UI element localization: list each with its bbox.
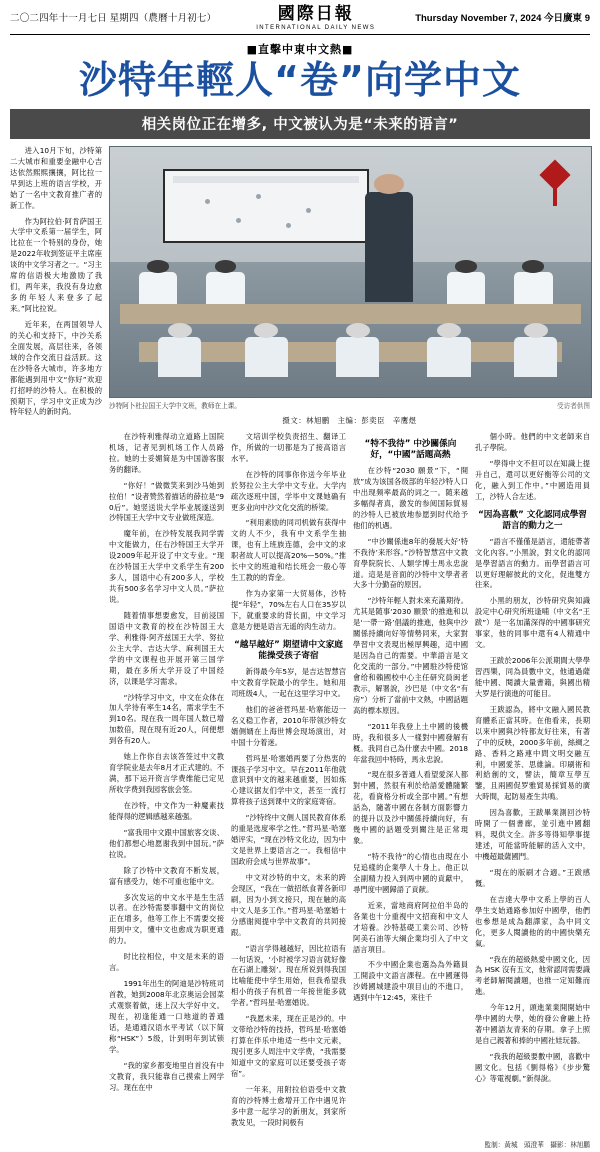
screen-node [306, 208, 311, 213]
column-1-top [10, 146, 102, 426]
screen-node [286, 223, 291, 228]
paragraph: 個小時。他們的中文老師來自孔子學院。 [475, 431, 590, 452]
paragraph: “沙特终中文侧人国民教育体系的重是选度率学之性。”哲玛星·哈塞婚评实，“现在沙特文化边，因为中文是世界上要语言之一。我相信中国政府会成与世界故事”。 [231, 813, 346, 867]
paragraph: “我的家乡都变地里自首没有中文教育，我只能靠自己摸索上网学习。现在在中 [109, 1060, 224, 1092]
student-figure [427, 337, 470, 377]
chinese-knot-decoration [538, 164, 572, 208]
paragraph: “沙特学习中文，中文在众体在加人学待有率生14名，需求学生不到10名。现在我一周年国人数已增加数倍，现在现有近20人，问便想到各有20人。 [109, 692, 224, 746]
column-5 [475, 432, 590, 1134]
paragraph: “語言不僅僅是語言，還能帶著文化內容。”小黑說，對文化的認同是學習語言的動力。而學習語言可以更好理解彼此的文化，促進雙方往來。 [475, 536, 590, 590]
paragraph: 王跋於2006年公派期間大學學習西樂，同為員數中文，他通過薩能中國、閱讀大量書籍，與國出精大罗是行演進的可能目。 [475, 656, 590, 698]
paragraph: 1991年出生的阿迪是沙特班司首教，她到2008年北京奥运会园菜式观察着做，迷上汉大学好中文。现在，初逢能通一口地道的普通话，是通通汉语水平考试（以下简称“HSK”）5级，计到明年到试锁学。 [109, 979, 224, 1054]
teacher-figure [365, 192, 413, 302]
article-body [10, 146, 590, 1134]
student-figure [514, 272, 552, 305]
student-figure [514, 337, 557, 377]
screen-node [205, 199, 210, 204]
student-figure [447, 272, 485, 305]
paragraph: 近年来，在两国领导人的关心和支持下，中沙关系全面发展，高层往来，各领域的合作交流日益活跃。这在沙特各大城市，许多地方都能遇到用中文“你好”欢迎打招呼的沙特人。在积极的预期下，学习中文正成为沙特年轻人的新时尚。 [10, 319, 102, 417]
screen-node [236, 218, 241, 223]
paragraph: “2011年我登上土中國的後機時，我和很多人一樣對中國發解有概。我同自己為什麼去中國。2018年當我回中特時，馬永忠說。 [353, 721, 468, 764]
footer-credit: 監制：黃城 頭澄華 攝影：林旭鵬 [484, 1141, 590, 1149]
paragraph: 在沙特，中文作为一种魔素技能得得的逻辑感越来越强。 [109, 800, 224, 821]
paragraph: “语言学得越越好，因比拉语有一句话说，‘小时被学习语言就好像在石湖上雕刻’。现在所说到得我国比喻能使中学生用始，但我希望我相小的孩子有机曾一年接世能多就学者。”哲玛星·哈塞婚说。 [231, 943, 346, 1008]
section-subhead: “越早越好” 期望请中文家庭能操受孩子寄宿 [234, 639, 343, 662]
front-desk [120, 304, 582, 324]
student-figure [139, 272, 177, 305]
article-columns [10, 432, 590, 1134]
classroom-photo [109, 146, 592, 398]
paragraph: “現在很多普通人看望愛深人都對中國，然很有利於给語愛體隨繁花，看資格分析或全部中國。”有想話為，隨著中國在各制方面影響力的提升以及沙中關係持續向好，有幾中國的話題受到關注是正常現象。 [353, 770, 468, 846]
article-byline: 摄文：林旭鹏 主编：彭奕臣 辛鹰煜 [282, 415, 417, 425]
masthead-title-cn: 國際日報 [277, 4, 354, 24]
paragraph: 他们的爸爸哲玛星·哈寨能迈一名义稳工作者，2010年带领沙特女婿侧婿在上海世博会现场演出，对中国十分着迷。 [231, 704, 346, 747]
section-subhead: “因為喜歡” 文化認同成學習語言的動力之一 [478, 509, 587, 532]
paragraph: 除了沙特中文教育不断发展，富有感受力，她不可重也能中文。 [109, 865, 224, 886]
masthead-title [256, 6, 375, 31]
paragraph: 魔年前，在沙特发展我同学需中文能做力，任右沙特国王大学开设2009年起开设了中文专业。“现在沙特国王大学中文系学生有200多人，国语中心有200多人，学校共有500多名学习中文人员。”萨拉说。 [109, 529, 224, 605]
paragraph: “我在的超級熱愛中國文化，因為 HSK 沒有五文，他常認同需要識考老師解閱讀題，也推一定知難而進。 [475, 954, 590, 997]
masthead-date-cn: 二〇二四年十一月七日 星期四（農曆十月初七） [10, 14, 217, 24]
paragraph: “中沙關係進8年的發展大好‘特不我待’来形容。”沙特智慧宫中文教育學院院长、人類学博士馬永忠說道。這是是音面的沙特中文學者者大多十分勤奋的原因。 [353, 536, 468, 590]
paragraph: 随着情事想要愈发，目前浸国国语中文教育的校在沙特国王大学、利雅得·阿齐兹国王大学、努拉公主大学、吉达大学、麻利国王大学的中文课程也开展开第三国学期，最在多所大学开设了中国经济，以课是学习需求。 [109, 610, 224, 686]
paragraph: 在沙特利雅得动立道路上国院机场，记者见到机场工作人员路拉。她的士妥媚简是为中国游客服务的翻译。 [109, 431, 224, 474]
subheadline-bar: 相关岗位正在增多, 中文被认为是“未来的语言” [10, 109, 590, 139]
paragraph: 进入10月下旬，沙特第二大城市和重要金融中心吉达依然熙熙攘攘，阿比拉一早到达上班的语言学校，开始了一名中文教育推广者的新工作。 [10, 145, 102, 210]
masthead-section: 今日廣東 [544, 13, 583, 24]
screen-node [256, 194, 261, 199]
section-kicker: ■直擊中東中文熱■ [246, 43, 354, 56]
paragraph: 作为阿拉伯·阿肯萨国王大学中文系第一届学生，阿比拉在一个特别的身份，她是2022年收到签证平主席座谈的中文学习者之一。“习主席的信语极大地激励了我们，两年来，我没有身边愈多的年轻人来登多了起来。”阿比拉说。 [10, 216, 102, 314]
paragraph: 时比拉相位，中文是未来的语言。 [109, 952, 224, 973]
paragraph: 哲玛星·哈塞婚两要了分热衷的课孩子学习中文。早在2011年他就意识到中文的越来越重要，因如炼心建议据友们学中文，甚至一流打算将孩子送到课中文的家庭寄宿。 [231, 753, 346, 807]
photo-credit: 受访者供图 [557, 401, 590, 410]
paragraph: 新得最今年5岁，是吉达智慧宫中文教育学院最小的学生。她和用司班级4人，一起在这里学习中文。 [231, 667, 346, 698]
masthead-date-en [415, 6, 590, 24]
paragraph: 不少中國企業也選為為外籍員工開設中文語言課程。在中國運得沙姆國城建設中項目山的不進口，遇到中午12:45，來往千 [353, 960, 468, 1003]
masthead-title-en: INTERNATIONAL DAILY NEWS [256, 24, 376, 31]
paragraph: 在吉達大學中文系上學的百人學生支始通路參加好中國學，他們也參想是成為翻譯家，為中同文化，更多人閱讀他的的中國快樂充氣。 [475, 894, 590, 948]
lead-photo-block [109, 146, 590, 426]
paragraph: 小黑的朋友，沙特研究與知識設定中心研究所班逢哺（中文名“王跋”）是一名加滿深得的中國事研究事家，他的同事中還有4人精通中文。 [475, 596, 590, 650]
paragraph: 中文对沙特的中文，未来的跨会现区，“我在一做招纸食菁各新印刷，因为小到文接只，现在触的高中文人是多工作。”哲玛星·哈塞婚十分感谢阅提中学中文教育的共同接跟。 [231, 872, 346, 937]
screen-toolbar [173, 176, 359, 183]
paragraph: 作为办家第一大贸易体，沙特提“年轻”，70%左右人口在35岁以下，就重要求的背长面，中文学习意是方便是语言无遥的肉生动力。 [231, 589, 346, 631]
paragraph: 今年12月，頭進業業開開始中學中國的大學，她的發公會融上持著中國語友青來的存期。拿子上照是自己親著和捧的中國社娃玩器。 [475, 1003, 590, 1046]
paragraph: 因為喜歡，王跋畢業測回沙特時開了一個書廊，並引進中國翻料，現供文全。許多等得知學事提建述，可能當時能解的活入文中，中機超最薩國門。 [475, 808, 590, 862]
masthead-page-number: 9 [584, 13, 590, 24]
student-figure [336, 337, 379, 377]
paragraph: “學得中文不但可以在知識上提升自己，還可以更好衡等公司的文化，融入到工作中。”中國造用員工，沙特人合左述。 [475, 458, 590, 501]
paragraph: “你好！”做微笑来到沙马她到拉伯！”设者赞然着描话的薛拉是“90后”。她竖送说大学毕业展遂送到沙特国王大学中文专业做班深造。 [109, 480, 224, 523]
paragraph: “富我用中文跟中国旅客交谈、他们都想心地愿谢我到中国玩。”萨拉说。 [109, 827, 224, 859]
paragraph: 多次发运的中文水平是生生活以者。在沙特需要事翻中文的岗位正在增多，他等工作上不需要交接用到中文，懂中文也愈成为职更通的力。 [109, 892, 224, 946]
paragraph: “特不我待”的心情也由現在小兒追樣的企業學人十身上。他正以全副精力投入到两中國的貢獻中，尋門度中國歸語了貢献。 [353, 852, 468, 894]
column-2 [109, 432, 224, 1134]
masthead-date-en-text: Thursday November 7, 2024 [415, 13, 542, 24]
top-section [10, 146, 590, 426]
masthead-rule [10, 34, 590, 35]
paragraph: 文培训学校负责招生、翻译工作，所做的一切都是为了接高语言水平。 [231, 431, 346, 463]
paragraph: 在沙特的同事你你送今年毕业於努拉公主大学中文专业。大学内疏次逐班中国，学毕中文课她确有更多业向中沙文化交流的桥梁。 [231, 469, 346, 512]
section-subhead: “特不我待” 中沙關係向好，“中國”話題高熱 [364, 438, 457, 461]
paragraph: “現在的版刷才合適。”王跋感慨。 [475, 867, 590, 888]
whiteboard-screen [163, 169, 369, 243]
column-3 [231, 432, 346, 1134]
student-figure [206, 272, 244, 305]
paragraph: 一年来，用附拉伯语受中文教育的沙特博士愈增开工作中遇见许多中意一起学习的新朋友，到家所教发见，一段时间极有 [231, 1084, 346, 1127]
knot-tassel [553, 184, 557, 206]
photo-caption: 沙特阿卜杜拉国王大学中文班，教师在上课。 [109, 401, 241, 410]
paragraph: “我愿未来，现在正是沙的。中文带给沙特的技持，哲玛星·哈塞婚打算在伴乐中地适一些中文元素，现引更多人周注中文学费，“我需要知道中文的家庭可以还要受孩子寄宿”。 [231, 1014, 346, 1078]
photo-caption-row [109, 400, 590, 410]
student-figure [245, 337, 288, 377]
paragraph: 在沙特“2030 願景”下，“開放”成为该国各级部的年轻沙特人口中出现频率最高的词之一。随来越多幅得者真，激发的参阅国际貿易的沙特人已被放地参愿到时代给予他们的机遇。 [353, 466, 468, 530]
student-figure [158, 337, 201, 377]
paragraph: “我我的超級要數中國，喜歡中國文化。包括《劉得格》《步步驚心》等電視劇。”新得說。 [475, 1052, 590, 1083]
column-4 [353, 432, 468, 1134]
paragraph: “利用素励的同司机做有获得中文的人不少，我有中文系学生抽课，也有上班族连德，会中文的求职者故人可以提高20%—50%。”推长中文的班迪和结长班会一般心等生工教的的背金。 [231, 518, 346, 583]
column-1 [10, 432, 102, 1134]
paragraph: 她上作你自去该答签过中文教育学院业是去年8月才正式建的。不满，那下运开资言学费维能已定见所收学费到我园客旅会签。 [109, 752, 224, 795]
paragraph: “沙特年輕人對未來充滿期待。尤其是随事‘2030 願景’的推進和以是‘一帶一路’倡議的推進，他與中沙關係持續向好等情勢同來，大家對學習中文表現出極厚興趣，這中國是因為自己的需要。中華語言是文化交流的一部分。”中國駐沙特使馆會给和賴國校中心主任研究員闽老教示，解署說，沙巴是（中文名“有房”）分析了當前中文熱，中國話題高的標本原因。 [353, 596, 468, 715]
page-title: 沙特年輕人“卷”向学中文 [79, 58, 521, 102]
masthead [10, 6, 590, 32]
paragraph: 王跋認為，將中文融入國民教育體系正當其時。在他看来，長期以來中國與沙特都友好往來，有著了中的反映，2000多年前，絲綢之路、香料之路連中問文明交融互利，中國愛茶、思維論。印刷術和利給創的文，譬法，簡章互學互鑒，且兩國促罗雅貿易採貿易的廣大時間，起防易產生共鳴。 [475, 704, 590, 802]
paragraph: 近来，當地商府阿拉伯半岛的各業也十分重視中文招商和中文人才培養。沙特基礎工業公司、沙特阿美石油等大綱企業均引入了中文語言項目。 [353, 900, 468, 954]
